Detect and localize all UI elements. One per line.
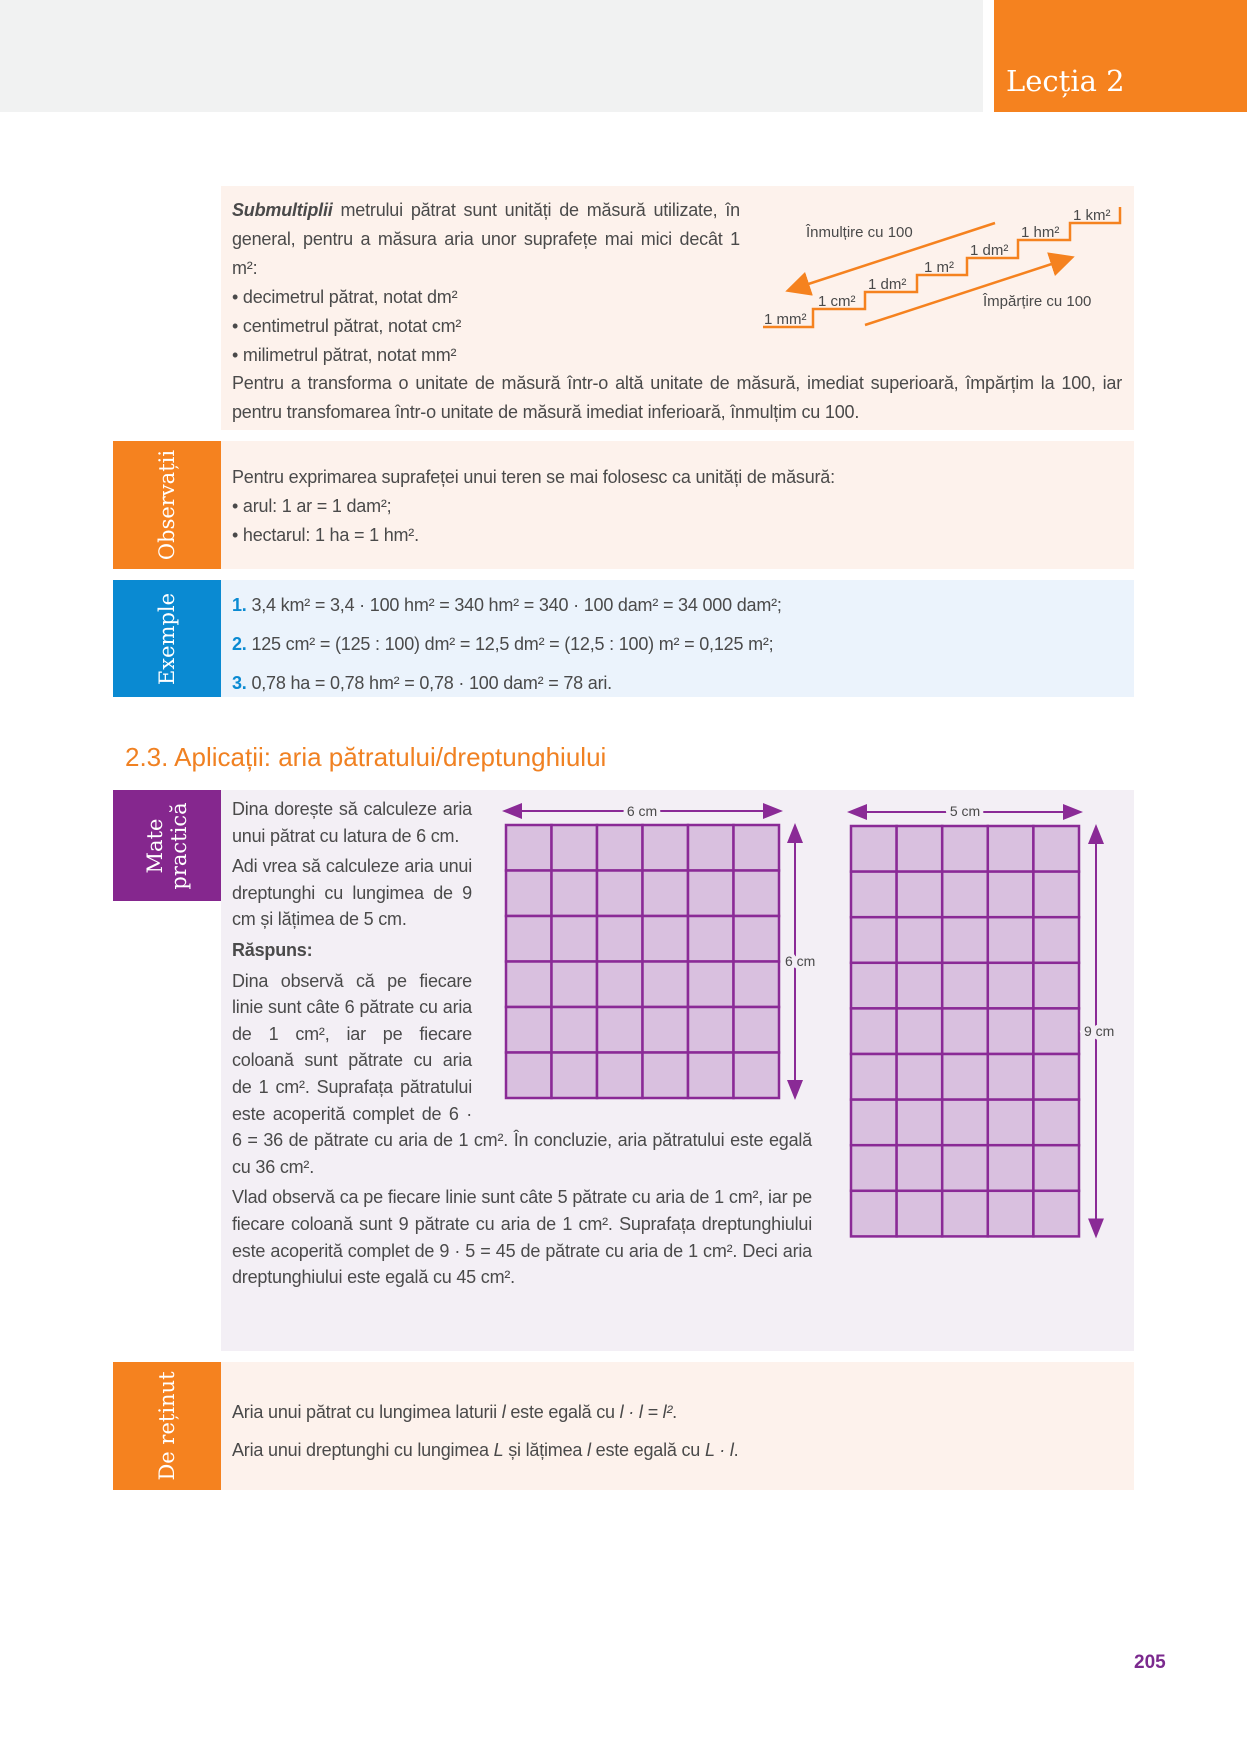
rect-grid-cell [988,963,1034,1009]
t: l · l = l² [619,1402,673,1422]
multiply-label: Înmulțire cu 100 [806,224,913,241]
tab-label: Observații [155,449,179,561]
square-grid-cell [597,825,643,871]
rect-grid-cell [851,1054,897,1100]
example-text: 125 cm² = (125 : 100) dm² = 12,5 dm² = (12,5 : 100) m² = 0,125 m²; [251,634,774,654]
example-text: 3,4 km² = 3,4 · 100 hm² = 340 hm² = 340 · 100 dam² = 34 000 dam²; [251,595,782,615]
rect-grid-cell [988,1100,1034,1146]
obs-line: • arul: 1 ar = 1 dam²; [232,496,392,516]
square-grid-cell [552,1053,598,1099]
conversion-rule: Pentru a transforma o unitate de măsură într-o altă unitate de măsură, imediat superioară, împărțim la 100, iar pentru transfomarea într-o unitate de măsură imediat inferioară, înmulțim cu 100. [232,373,1122,422]
square-grid-cell [643,871,689,917]
square-grid-cell [597,962,643,1008]
rect-grid-cell [942,1191,988,1237]
section-title: 2.3. Aplicații: aria pătratului/dreptunghiului [125,742,607,772]
t: . [672,1402,677,1422]
rect-grid-cell [942,826,988,872]
square-grid-cell [688,1053,734,1099]
square-grid-cell [734,1053,780,1099]
t: și lățimea [503,1440,588,1460]
intro-text: metrului pătrat sunt unități de măsură utilizate, în general, pentru a măsura aria unor suprafețe mai mici decât 1 m²: [232,200,740,278]
answer-square: Dina observă că pe fiecare linie sunt câte 6 pătrate cu aria de 1 cm², iar pe fiecare coloană sunt pătrate cu aria de 1 cm². Suprafața pătratului este acoperită complet de 6 · 6 = 36 de pătrate cu aria de 1 cm². În concluzie, aria pătratului este egală cu 36 cm². [232,970,812,1177]
example-text: 0,78 ha = 0,78 hm² = 0,78 · 100 dam² = 78 ari. [251,673,612,693]
step-label: 1 dm² [868,276,907,293]
rect-grid-cell [1033,1008,1079,1054]
tab-label: Exemple [155,592,179,685]
rect-grid-cell [897,963,943,1009]
rect-grid-cell [897,826,943,872]
rect-grid-cell [897,872,943,918]
bullet: • centimetrul pătrat, notat cm² [232,316,462,336]
t: . [733,1440,739,1460]
square-grid-cell [734,1007,780,1053]
square-grid-cell [552,1007,598,1053]
tab-label-line: Mate [143,818,167,873]
square-grid-cell [597,916,643,962]
rect-grid-cell [942,1008,988,1054]
rect-grid-cell [942,917,988,963]
rect-grid-cell [897,917,943,963]
example-number: 1. [232,595,247,615]
square-grid-cell [506,962,552,1008]
rect-grid-cell [851,1008,897,1054]
rect-grid-cell [897,1054,943,1100]
square-grid-cell [643,1007,689,1053]
rect-grid-cell [1033,917,1079,963]
problem-adi: Adi vrea să calculeze aria unui dreptunghi cu lungimea de 9 cm și lățimea de 5 cm. [232,856,472,930]
rect-grid-cell [851,826,897,872]
bullet: • milimetrul pătrat, notat mm² [232,345,457,365]
square-grid-cell [688,962,734,1008]
square-height-label: 6 cm [785,953,816,969]
square-grid-cell [688,825,734,871]
example-number: 3. [232,673,247,693]
rect-grid-cell [942,1054,988,1100]
rect-grid-cell [851,1145,897,1191]
square-grid-cell [734,871,780,917]
square-grid-cell [552,825,598,871]
tab-label-line: practică [167,801,191,890]
step-label: 1 dm² [970,242,1009,259]
rect-grid-cell [988,1145,1034,1191]
page-number: 205 [1134,1652,1166,1673]
tab-label: De reținut [155,1371,179,1481]
rect-grid-cell [942,963,988,1009]
square-grid-cell [506,871,552,917]
term: Submultiplii [232,200,333,220]
t: L · l [704,1440,734,1460]
t: l [587,1440,591,1460]
lesson-title: Lecția 2 [1006,64,1125,98]
rect-grid-cell [988,1054,1034,1100]
divide-label: Împărțire cu 100 [983,293,1092,310]
square-grid-cell [643,825,689,871]
rule-rectangle [232,1431,738,1469]
rect-grid-cell [988,872,1034,918]
rect-grid-cell [897,1100,943,1146]
square-grid-cell [597,1053,643,1099]
square-grid-cell [688,1007,734,1053]
square-grid-cell [643,962,689,1008]
rule-square [232,1393,738,1431]
square-grid-cell [506,1007,552,1053]
rect-grid-cell [851,872,897,918]
step-label: 1 hm² [1021,224,1060,241]
t: este egală cu [590,1440,705,1460]
square-grid-cell [734,825,780,871]
rect-grid-cell [988,1191,1034,1237]
problem-dina: Dina dorește să calculeze aria unui pătrat cu latura de 6 cm. [232,799,472,846]
square-grid-cell [552,962,598,1008]
square-grid-cell [597,871,643,917]
bullet: • decimetrul pătrat, notat dm² [232,287,458,307]
square-grid-cell [506,825,552,871]
square-grid-cell [734,916,780,962]
rect-grid-cell [1033,1191,1079,1237]
step-label: 1 km² [1073,207,1111,224]
square-width-label: 6 cm [626,803,658,819]
t: Aria unui dreptunghi cu lungimea [232,1440,494,1460]
rect-grid-cell [851,1100,897,1146]
answer-label: Răspuns: [232,939,313,960]
square-grid-cell [688,916,734,962]
rect-grid-cell [851,963,897,1009]
t: Aria unui pătrat cu lungimea laturii [232,1402,502,1422]
t: L [493,1440,504,1460]
rect-grid-cell [1033,1054,1079,1100]
square-grid-cell [643,916,689,962]
rect-grid-cell [1033,1100,1079,1146]
rect-grid-cell [1033,872,1079,918]
square-grid-cell [552,916,598,962]
square-grid-cell [506,916,552,962]
rect-grid-cell [942,1100,988,1146]
step-label: 1 m² [924,259,954,276]
square-grid-cell [643,1053,689,1099]
remember-tab [113,1362,221,1490]
answer-rectangle: Vlad observă ca pe fiecare linie sunt câte 5 pătrate cu aria de 1 cm², iar pe fiecare coloană sunt 9 pătrate cu aria de 1 cm². Suprafața dreptunghiului este acoperită complet de 9 · 5 = 45 de pătrate cu aria de 1 cm². Deci aria dreptunghiului este egală cu 45 cm². [232,1187,812,1288]
rect-grid-cell [897,1191,943,1237]
rect-grid-cell [942,872,988,918]
rect-height-label: 9 cm [1084,1023,1115,1039]
square-grid-cell [688,871,734,917]
obs-line: • hectarul: 1 ha = 1 hm². [232,525,419,545]
rect-grid-cell [988,917,1034,963]
t: este egală cu [505,1402,620,1422]
remember-text [232,1393,738,1469]
square-grid-cell [597,1007,643,1053]
rect-width-label: 5 cm [949,803,981,819]
rect-grid-cell [988,1008,1034,1054]
example-number: 2. [232,634,247,654]
step-label: 1 mm² [764,311,807,328]
t: l [501,1402,506,1422]
rect-grid-cell [942,1145,988,1191]
rect-grid-cell [897,1008,943,1054]
rect-grid-cell [851,917,897,963]
rect-grid-cell [1033,1145,1079,1191]
square-grid-cell [552,871,598,917]
square-grid-cell [506,1053,552,1099]
rect-grid-cell [851,1191,897,1237]
obs-line: Pentru exprimarea suprafeței unui teren se mai folosesc ca unități de măsură: [232,467,835,487]
rect-grid-cell [988,826,1034,872]
rect-grid-cell [1033,826,1079,872]
rect-grid-cell [1033,963,1079,1009]
step-label: 1 cm² [818,293,856,310]
rect-grid-cell [897,1145,943,1191]
square-grid-cell [734,962,780,1008]
